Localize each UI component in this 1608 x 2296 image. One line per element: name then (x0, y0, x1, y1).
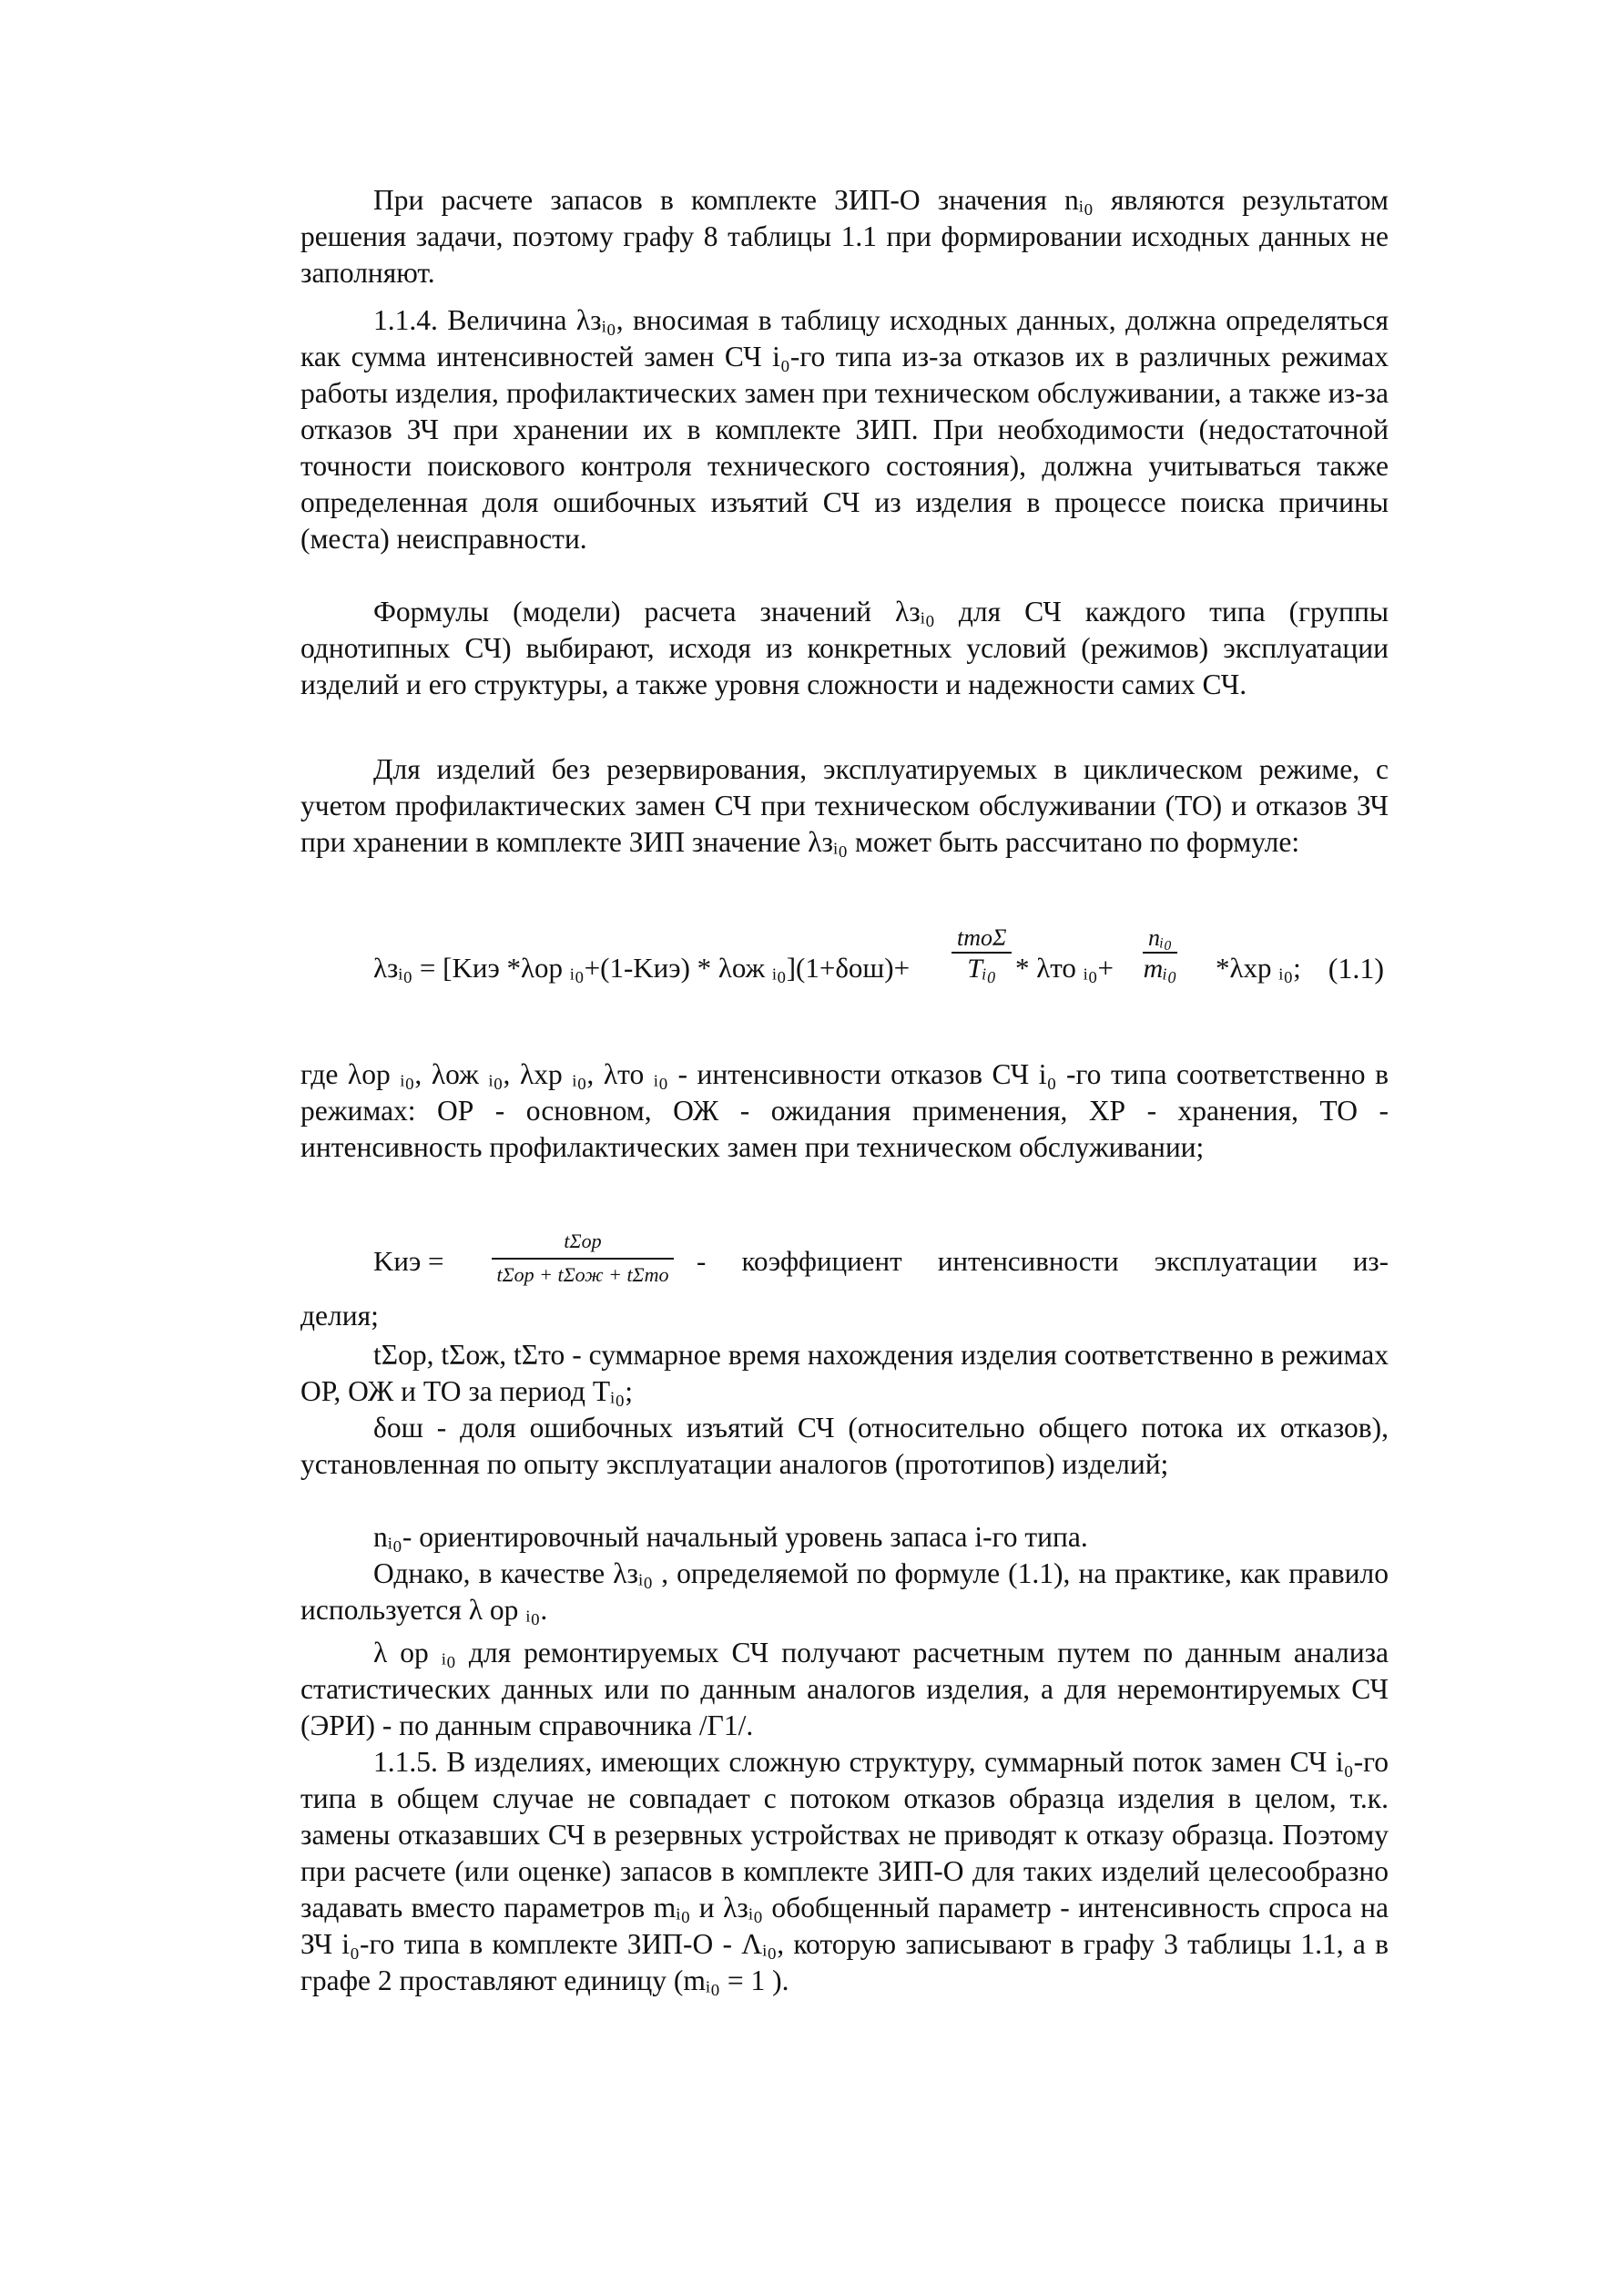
paragraph-initial-stock: nᵢ₀- ориентировочный начальный уровень запаса i-го типа. (373, 1521, 1088, 1553)
paragraph-no-redundancy: Для изделий без резервирования, эксплуатируемых в циклическом режиме, с учетом профилактических замен СЧ при техническом обслуживании (ТО) и отказов ЗЧ при хранении в комплекте ЗИП значение λзᵢ₀ может быть рассчитано по формуле: (300, 753, 1389, 858)
formula-middle: * λто ᵢ₀+ (1015, 952, 1114, 984)
paragraph-where-definitions: где λор ᵢ₀, λож ᵢ₀, λхр ᵢ₀, λто ᵢ₀ - интенсивности отказов СЧ i₀ -го типа соответственно в режимах: ОР - основном, ОЖ - ожидания применения, ХР - хранения, ТО - интенсивность профилактических замен при техническом обслуживании; (300, 1058, 1389, 1163)
fraction-numerator: tтоΣ (952, 924, 1012, 954)
paragraph-continuation: делия; (300, 1300, 379, 1332)
formula-lhs: λзᵢ₀ = [Kиэ *λор ᵢ₀+(1-Kиэ) * λож ᵢ₀](1+δош)+ (373, 952, 911, 984)
paragraph-1-1-5: 1.1.5. В изделиях, имеющих сложную структуру, суммарный поток замен СЧ i₀-го типа в общем случае не совпадает с потоком отказов образца изделия в целом, т.к. замены отказавших СЧ в резервных устройствах не приводят к отказу образца. Поэтому при расчете (или оценке) запасов в комплекте ЗИП-О для таких изделий целесообразно задавать вместо параметров mᵢ₀ и λзᵢ₀ обобщенный параметр - интенсивность спроса на ЗЧ i₀-го типа в комплекте ЗИП-О - Λᵢ₀, которую записывают в графу 3 таблицы 1.1, а в графе 2 проставляют единицу (mᵢ₀ = 1 ). (300, 1746, 1389, 1996)
fraction-denominator: Tᵢ₀ (967, 954, 997, 984)
equation-number: (1.1) (1328, 952, 1384, 985)
paragraph-total-time: tΣор, tΣож, tΣто - суммарное время нахождения изделия соответственно в режимах ОР, ОЖ и ТО за период Tᵢ₀; (300, 1339, 1389, 1407)
fraction-denominator: mᵢ₀ (1143, 954, 1177, 984)
formula-1-1 (373, 924, 1384, 1015)
paragraph-repairable: λ ор ᵢ₀ для ремонтируемых СЧ получают расчетным путем по данным анализа статистических данных или по данным аналогов изделия, а для неремонтируемых СЧ (ЭРИ) - по данным справочника /Г1/. (300, 1637, 1389, 1741)
fraction-denominator: tΣор + tΣож + tΣто (496, 1263, 669, 1286)
formula-k-ie (373, 1225, 1389, 1298)
k-formula-lhs: Kиэ = (373, 1245, 444, 1277)
paragraph-zip-calculation: При расчете запасов в комплекте ЗИП-О значения nᵢ₀ являются результатом решения задачи, поэтому графу 8 таблицы 1.1 при формировании исходных данных не заполняют. (300, 184, 1389, 289)
paragraph-however: Однако, в качестве λзᵢ₀ , определяемой по формуле (1.1), на практике, как правило используется λ ор ᵢ₀. (300, 1557, 1389, 1626)
fraction-n-over-m (1143, 924, 1177, 985)
fraction-t-over-T (952, 924, 1012, 985)
k-fraction (492, 1225, 674, 1291)
paragraph-error-share: δош - доля ошибочных изъятий СЧ (относительно общего потока их отказов), установленная по опыту эксплуатации аналогов (прототипов) изделий; (300, 1412, 1389, 1480)
formula-tail: *λхр ᵢ₀; (1216, 952, 1301, 984)
paragraph-formula-models: Формулы (модели) расчета значений λзᵢ₀ для СЧ каждого типа (группы однотипных СЧ) выбирают, исходя из конкретных условий (режимов) эксплуатации изделий и его структуры, а также уровня сложности и надежности самих СЧ. (300, 596, 1389, 700)
paragraph-1-1-4: 1.1.4. Величина λзᵢ₀, вносимая в таблицу исходных данных, должна определяться как сумма интенсивностей замен СЧ i₀-го типа из-за отказов их в различных режимах работы изделия, профилактических замен при техническом обслуживании, а также из-за отказов ЗЧ при хранении их в комплекте ЗИП. При необходимости (недостаточной точности поискового контроля технического состояния), должна учитываться также определенная доля ошибочных изъятий СЧ из изделия в процессе поиска причины (места) неисправности. (300, 304, 1389, 555)
k-formula-description: - коэффициент интенсивности эксплуатации из- (697, 1245, 1389, 1277)
fraction-numerator: tΣор (492, 1225, 674, 1260)
fraction-numerator: nᵢ₀ (1143, 924, 1177, 954)
